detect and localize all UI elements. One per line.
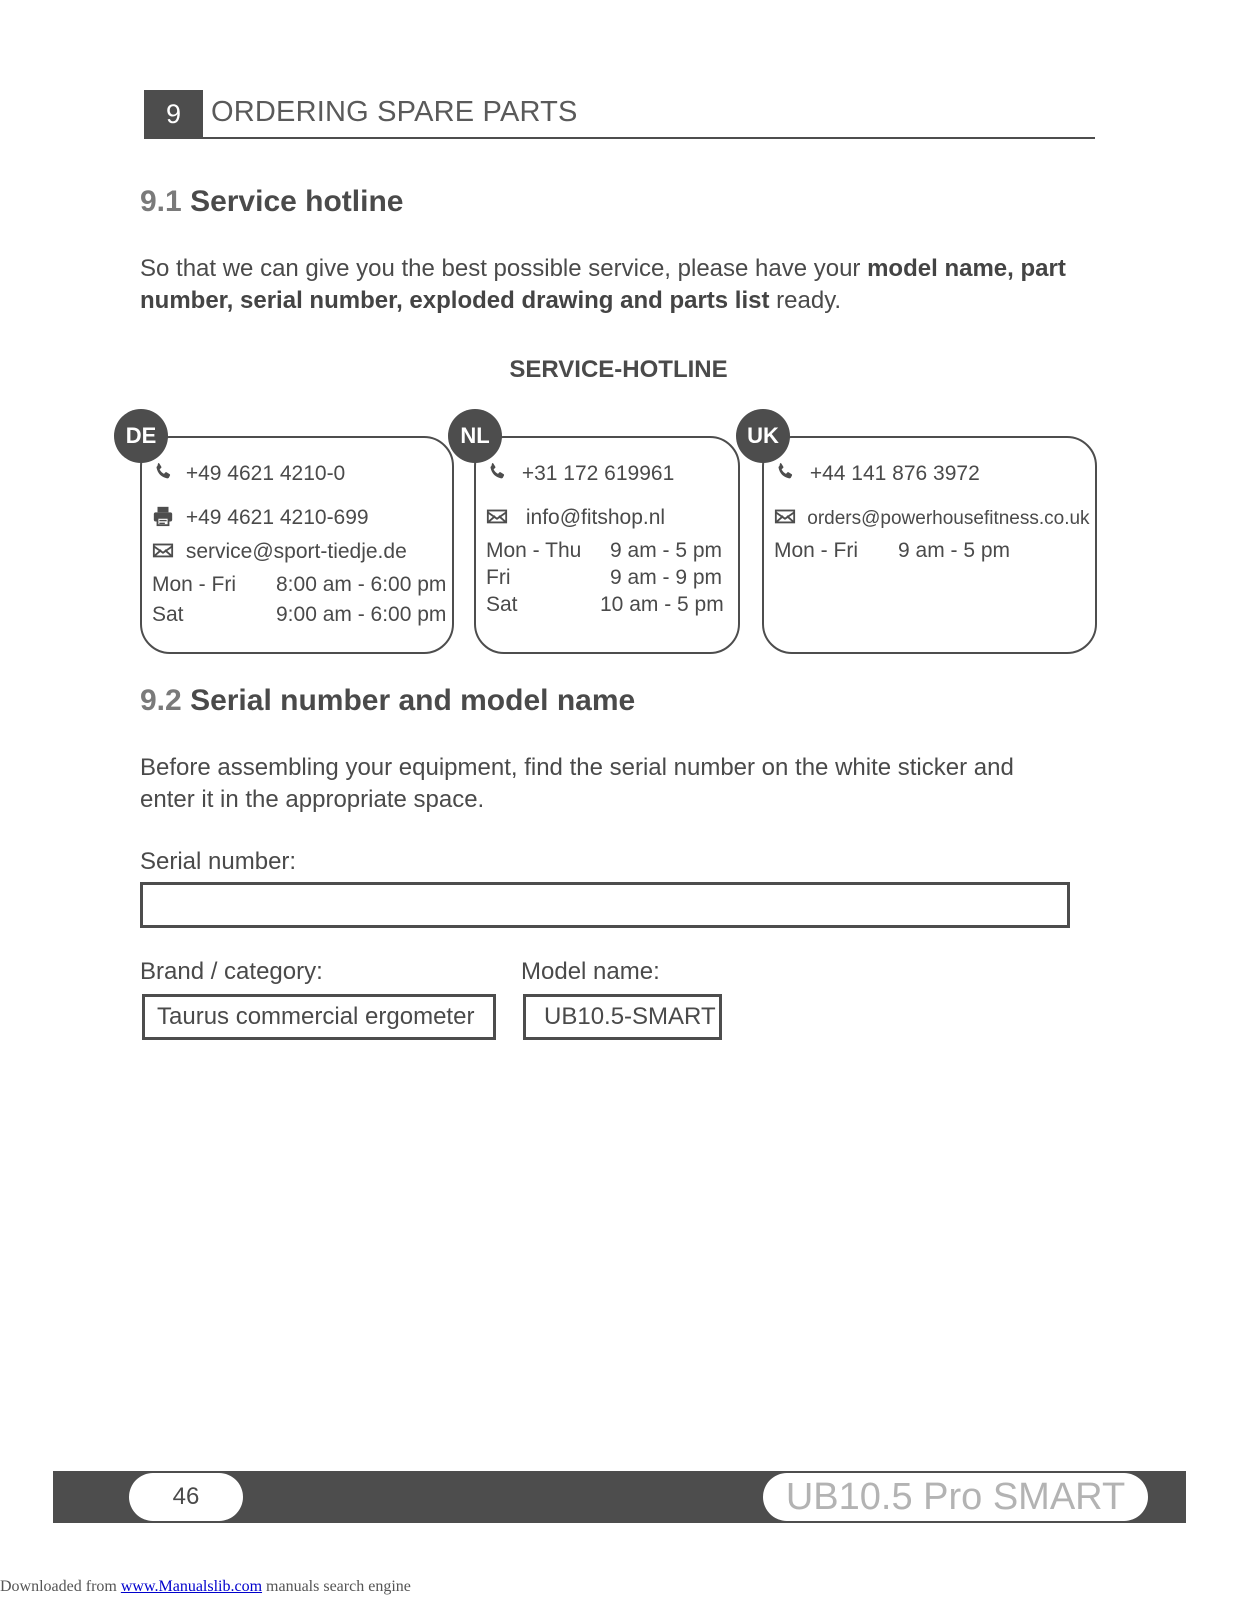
- brand-category-label: Brand / category:: [140, 958, 323, 985]
- uk-email: [774, 505, 1090, 530]
- de-hours-time: 9:00 am - 6:00 pm: [276, 603, 447, 626]
- intro-text-bold: model name, part number, serial number, exploded drawing and parts list: [140, 255, 1066, 314]
- uk-email-address[interactable]: orders@powerhousefitness.co.uk: [807, 508, 1090, 529]
- intro-text-pre: So that we can give you the best possible service, please have your: [140, 255, 868, 282]
- de-email-address[interactable]: service@sport-tiedje.de: [185, 540, 407, 563]
- nl-phone: [486, 461, 674, 486]
- service-hotline-title: SERVICE-HOTLINE: [509, 356, 728, 383]
- section-number: 9.2: [140, 684, 182, 717]
- chapter-rule: [144, 137, 1095, 139]
- uk-hours-time: 9 am - 5 pm: [898, 539, 1011, 562]
- nl-hours-day: Sat: [486, 593, 518, 616]
- country-badge-uk: UK: [736, 409, 790, 463]
- uk-phone-number: +44 141 876 3972: [809, 462, 980, 485]
- section-title: Serial number and model name: [190, 684, 636, 717]
- intro-text-post: ready.: [769, 287, 842, 314]
- page-number: 46: [129, 1473, 243, 1521]
- nl-hours-day: Mon - Thu: [486, 539, 582, 562]
- serial-intro-line-2: enter it in the appropriate space.: [140, 786, 485, 813]
- country-badge-nl: NL: [448, 409, 502, 463]
- phone-icon: [152, 461, 174, 483]
- section-heading-serial-number: [140, 684, 635, 718]
- download-note-post: manuals search engine: [262, 1578, 411, 1595]
- brand-category-field[interactable]: Taurus commercial ergometer: [142, 994, 496, 1040]
- chapter-number: 9: [144, 90, 203, 138]
- nl-phone-number: +31 172 619961: [521, 462, 675, 485]
- footer-model-name: UB10.5 Pro SMART: [763, 1473, 1148, 1521]
- section-heading-service-hotline: [140, 185, 403, 219]
- section-number: 9.1: [140, 185, 182, 218]
- phone-icon: [774, 461, 796, 483]
- phone-icon: [486, 461, 508, 483]
- manualslib-link[interactable]: www.Manualslib.com: [120, 1578, 263, 1595]
- de-hours-day: Mon - Fri: [152, 573, 236, 596]
- uk-hours-day: Mon - Fri: [774, 539, 858, 562]
- de-fax: [152, 505, 369, 530]
- de-phone-number: +49 4621 4210-0: [185, 462, 346, 485]
- de-hours-day: Sat: [152, 603, 184, 626]
- nl-hours-time: 9 am - 5 pm: [610, 539, 723, 562]
- country-badge-de: DE: [114, 409, 168, 463]
- serial-number-label: Serial number:: [140, 848, 297, 875]
- model-name-field[interactable]: UB10.5-SMART: [523, 994, 722, 1040]
- chapter-title: ORDERING SPARE PARTS: [211, 96, 578, 128]
- nl-hours-time: 10 am - 5 pm: [600, 593, 724, 616]
- envelope-icon: [152, 539, 174, 561]
- fax-icon: [152, 505, 174, 527]
- de-phone: [152, 461, 345, 486]
- section-title: Service hotline: [190, 185, 404, 218]
- serial-intro-line-1: Before assembling your equipment, find the serial number on the white sticker and: [140, 754, 1014, 781]
- download-note: [0, 1578, 411, 1596]
- nl-email-address[interactable]: info@fitshop.nl: [525, 506, 666, 529]
- serial-number-field[interactable]: [140, 882, 1070, 928]
- nl-email: [486, 505, 665, 530]
- de-fax-number: +49 4621 4210-699: [185, 506, 369, 529]
- envelope-icon: [486, 505, 508, 527]
- service-intro-paragraph: [140, 253, 1090, 317]
- download-note-pre: Downloaded from: [0, 1578, 121, 1595]
- model-name-label: Model name:: [521, 958, 660, 985]
- nl-hours-time: 9 am - 9 pm: [610, 566, 723, 589]
- envelope-icon: [774, 505, 796, 527]
- de-hours-time: 8:00 am - 6:00 pm: [276, 573, 447, 596]
- nl-hours-day: Fri: [486, 566, 511, 589]
- de-email: [152, 539, 407, 564]
- uk-phone: [774, 461, 980, 486]
